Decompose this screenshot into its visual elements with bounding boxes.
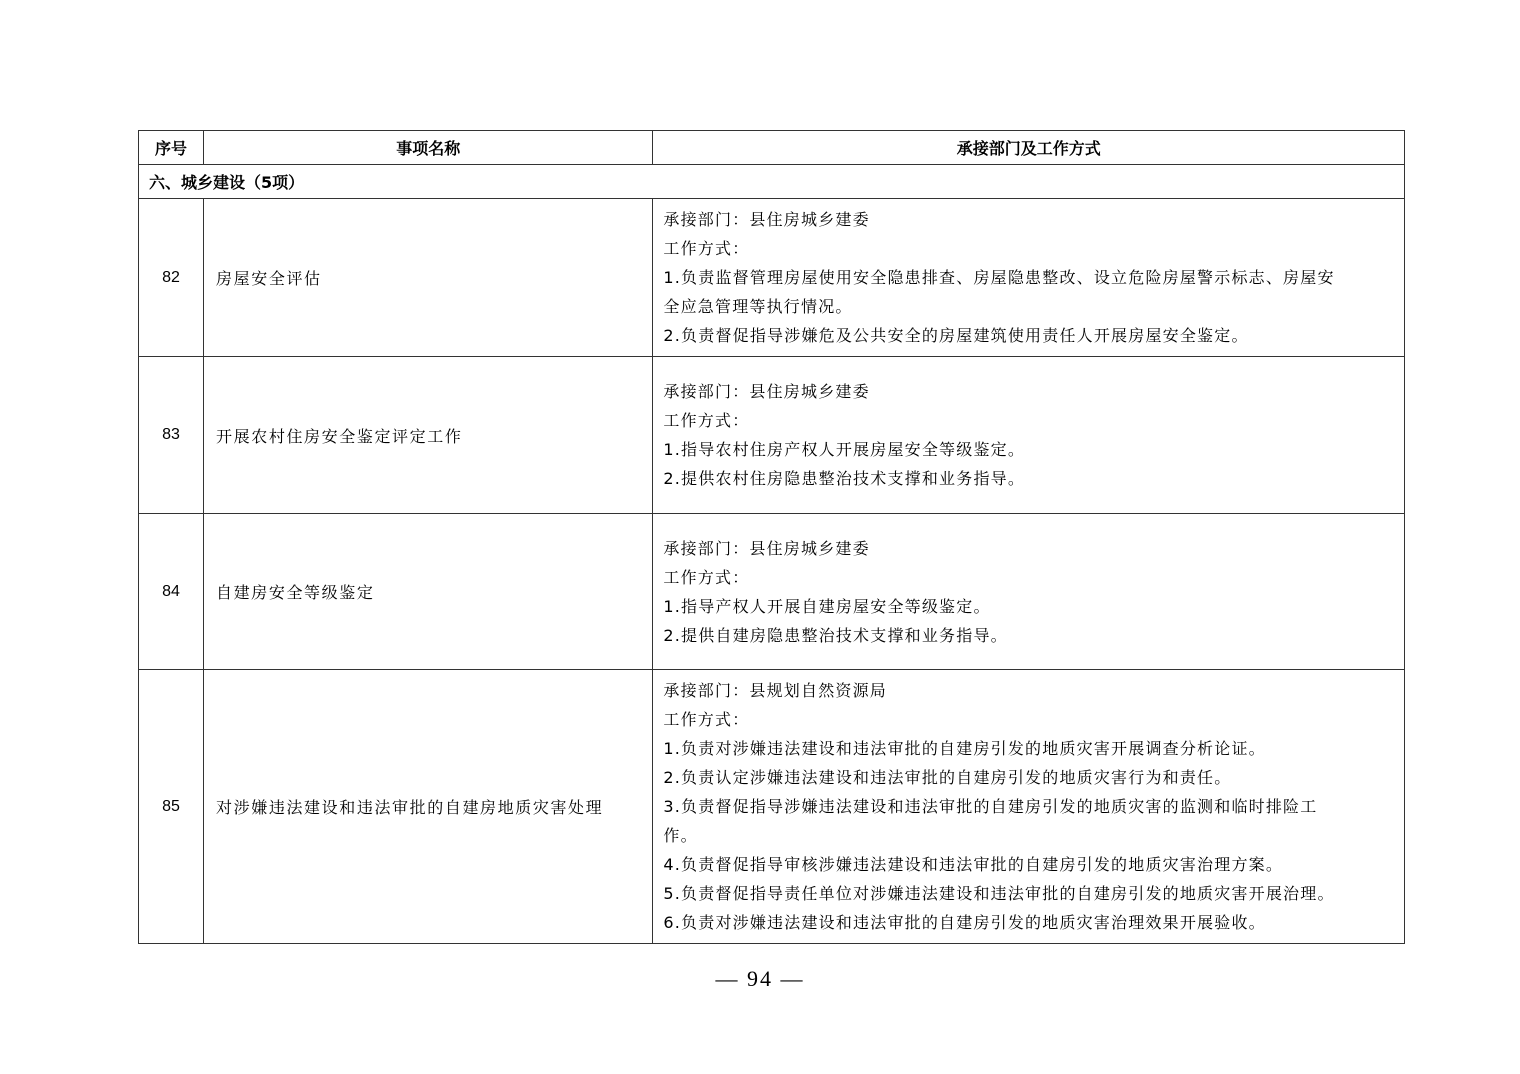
dept-line: 工作方式： — [663, 710, 750, 729]
section-title: 六、城乡建设（5项） — [139, 165, 1405, 199]
header-seq: 序号 — [139, 131, 204, 165]
row-dept — [653, 199, 1405, 357]
dept-line: 5.负责督促指导责任单位对涉嫌违法建设和违法审批的自建房引发的地质灾害开展治理。 — [663, 884, 1335, 903]
row-name: 自建房安全等级鉴定 — [204, 514, 653, 670]
dept-line: 1.负责监督管理房屋使用安全隐患排查、房屋隐患整改、设立危险房屋警示标志、房屋安 — [663, 268, 1335, 287]
dept-line: 2.提供自建房隐患整治技术支撑和业务指导。 — [663, 625, 1008, 645]
row-seq: 84 — [139, 514, 204, 670]
dept-line: 承接部门：县住房城乡建委 — [663, 210, 870, 229]
row-seq: 85 — [139, 670, 204, 944]
dept-line: 工作方式： — [663, 239, 750, 258]
header-name: 事项名称 — [204, 131, 653, 165]
table-row — [139, 514, 1405, 670]
row-dept — [653, 514, 1405, 670]
row-name: 房屋安全评估 — [204, 199, 653, 357]
row-name: 开展农村住房安全鉴定评定工作 — [204, 357, 653, 514]
dept-line: 1.指导农村住房产权人开展房屋安全等级鉴定。 — [663, 440, 1026, 459]
dept-line: 1.负责对涉嫌违法建设和违法审批的自建房引发的地质灾害开展调查分析论证。 — [663, 739, 1266, 758]
dept-line: 6.负责对涉嫌违法建设和违法审批的自建房引发的地质灾害治理效果开展验收。 — [663, 913, 1266, 932]
table-row — [139, 199, 1405, 357]
row-dept — [653, 357, 1405, 514]
row-seq: 82 — [139, 199, 204, 357]
dept-line: 全应急管理等执行情况。 — [663, 297, 853, 316]
table-header-row — [139, 131, 1405, 165]
dept-line: 2.负责认定涉嫌违法建设和违法审批的自建房引发的地质灾害行为和责任。 — [663, 768, 1232, 787]
dept-line: 工作方式： — [663, 411, 750, 430]
dept-line: 1.指导产权人开展自建房屋安全等级鉴定。 — [663, 596, 991, 616]
header-dept: 承接部门及工作方式 — [653, 131, 1405, 165]
dept-line: 承接部门：县住房城乡建委 — [663, 382, 870, 401]
page-number: — 94 — — [715, 966, 805, 991]
dept-line: 2.负责督促指导涉嫌危及公共安全的房屋建筑使用责任人开展房屋安全鉴定。 — [663, 326, 1249, 345]
section-row — [139, 165, 1405, 199]
dept-line: 作。 — [663, 826, 698, 845]
dept-line: 承接部门：县住房城乡建委 — [663, 538, 870, 558]
dept-line: 4.负责督促指导审核涉嫌违法建设和违法审批的自建房引发的地质灾害治理方案。 — [663, 855, 1284, 874]
row-dept — [653, 670, 1405, 944]
row-name: 对涉嫌违法建设和违法审批的自建房地质灾害处理 — [204, 670, 653, 944]
row-seq: 83 — [139, 357, 204, 514]
dept-line: 工作方式： — [663, 567, 750, 587]
dept-line: 承接部门：县规划自然资源局 — [663, 681, 887, 700]
dept-line: 2.提供农村住房隐患整治技术支撑和业务指导。 — [663, 469, 1026, 488]
table-row — [139, 357, 1405, 514]
dept-line: 3.负责督促指导涉嫌违法建设和违法审批的自建房引发的地质灾害的监测和临时排险工 — [663, 797, 1318, 816]
services-table — [138, 130, 1405, 944]
table-row — [139, 670, 1405, 944]
